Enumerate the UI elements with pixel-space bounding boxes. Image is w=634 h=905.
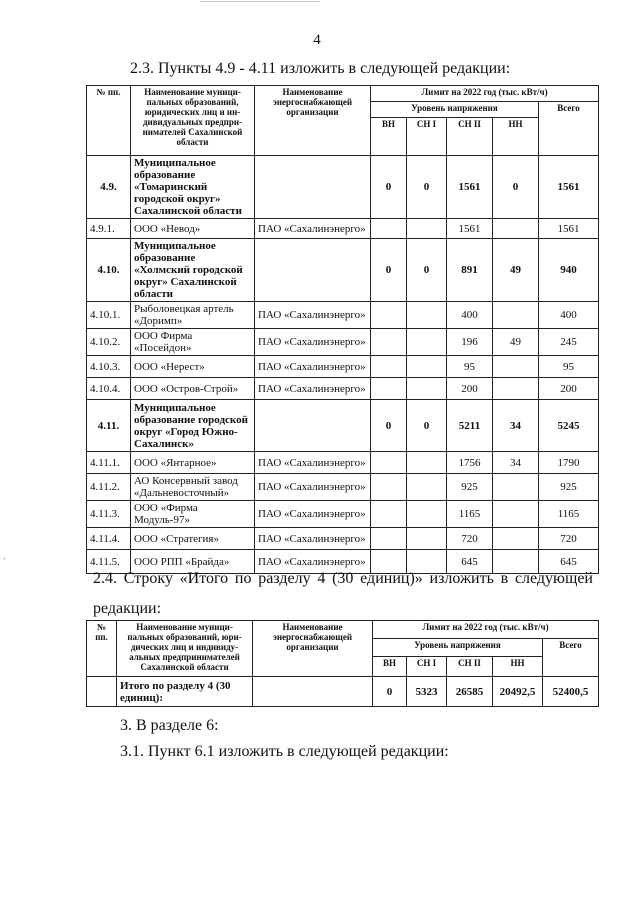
cell-num: 4.9.1. [87, 219, 131, 239]
header-vn: ВН [371, 118, 407, 156]
group-row [87, 400, 599, 452]
cell-sn2: 1756 [447, 452, 493, 474]
header-org: Наименование энергоснабжающей организации [253, 621, 373, 677]
cell-sn1 [407, 219, 447, 239]
header-sn2: СН II [447, 657, 493, 677]
cell-vn [371, 501, 407, 528]
cell-vn: 0 [371, 400, 407, 452]
cell-nn: 49 [493, 329, 539, 356]
header-sn2: СН II [447, 118, 493, 156]
cell-num: 4.11.3. [87, 501, 131, 528]
cell-name: ООО «Фирма Модуль-97» [131, 501, 255, 528]
header-vn: ВН [373, 657, 407, 677]
cell-nn [493, 378, 539, 400]
cell-sn2: 200 [447, 378, 493, 400]
group-row [87, 239, 599, 302]
cell-sn2: 400 [447, 302, 493, 329]
header-org: Наименование энергоснабжающей организации [255, 86, 371, 156]
cell-total: 245 [539, 329, 599, 356]
cell-total: 940 [539, 239, 599, 302]
cell-sn1 [407, 452, 447, 474]
cell-vn [371, 356, 407, 378]
cell-total: 52400,5 [543, 677, 599, 707]
cell-num: 4.11.1. [87, 452, 131, 474]
cell-name: ООО Фирма «Посейдон» [131, 329, 255, 356]
cell-num: 4.10.2. [87, 329, 131, 356]
cell-nn [493, 302, 539, 329]
cell-sn2: 1561 [447, 156, 493, 219]
cell-nn [493, 501, 539, 528]
cell-sn2: 891 [447, 239, 493, 302]
cell-org: ПАО «Сахалинэнерго» [255, 378, 371, 400]
cell-vn [371, 329, 407, 356]
cell-sn1: 0 [407, 156, 447, 219]
cell-sn2: 95 [447, 356, 493, 378]
cell-num: 4.10.4. [87, 378, 131, 400]
cell-org: ПАО «Сахалинэнерго» [255, 474, 371, 501]
total-table [86, 620, 599, 707]
cell-sn2: 645 [447, 550, 493, 574]
cell-name: ООО «Стратегия» [131, 528, 255, 550]
cell-vn [371, 452, 407, 474]
cell-name: АО Консервный завод «Дальневосточный» [131, 474, 255, 501]
cell-sn2: 5211 [447, 400, 493, 452]
cell-sn1 [407, 302, 447, 329]
header-sn1: СН I [407, 118, 447, 156]
cell-nn [493, 219, 539, 239]
cell-num: 4.11.2. [87, 474, 131, 501]
cell-org: ПАО «Сахалинэнерго» [255, 528, 371, 550]
cell-sn1: 5323 [407, 677, 447, 707]
cell-nn: 34 [493, 452, 539, 474]
cell-name: ООО «Янтарное» [131, 452, 255, 474]
table-row [87, 501, 599, 528]
cell-total: 1561 [539, 219, 599, 239]
table-row [87, 378, 599, 400]
cell-vn [371, 219, 407, 239]
cell-nn [493, 528, 539, 550]
cell-vn: 0 [371, 156, 407, 219]
cell-vn [371, 302, 407, 329]
header-sn1: СН I [407, 657, 447, 677]
header-nn: НН [493, 118, 539, 156]
header-name: Наименование муниципальных образований, юридических лиц и индивидуальных предпринимателей Сахалинской области [131, 86, 255, 156]
cell-nn: 49 [493, 239, 539, 302]
cell-num: 4.9. [87, 156, 131, 219]
header-num: № пп. [87, 621, 117, 677]
header-level: Уровень напряжения [373, 639, 543, 657]
cell-org: ПАО «Сахалинэнерго» [255, 302, 371, 329]
cell-total: 1561 [539, 156, 599, 219]
cell-total: 400 [539, 302, 599, 329]
cell-total: 1165 [539, 501, 599, 528]
cell-org: ПАО «Сахалинэнерго» [255, 452, 371, 474]
header-total: Всего [543, 639, 599, 677]
heading-3: 3. В разделе 6: [120, 717, 219, 734]
table-row [87, 528, 599, 550]
cell-vn: 0 [371, 239, 407, 302]
cell-org: ПАО «Сахалинэнерго» [255, 329, 371, 356]
cell-nn [493, 356, 539, 378]
cell-vn: 0 [373, 677, 407, 707]
cell-sn2: 925 [447, 474, 493, 501]
cell-name: Муниципальное образование городской округ «Город Южно-Сахалинск» [131, 400, 255, 452]
cell-sn2: 1165 [447, 501, 493, 528]
cell-name: Итого по разделу 4 (30 единиц): [117, 677, 253, 707]
cell-sn1 [407, 501, 447, 528]
cell-sn2: 26585 [447, 677, 493, 707]
cell-name: ООО «Остров-Строй» [131, 378, 255, 400]
cell-nn [493, 474, 539, 501]
cell-num: 4.10. [87, 239, 131, 302]
table-row [87, 452, 599, 474]
cell-vn [371, 528, 407, 550]
cell-num: 4.10.1. [87, 302, 131, 329]
cell-org [253, 677, 373, 707]
heading-2-3: 2.3. Пункты 4.9 - 4.11 изложить в следующей редакции: [130, 60, 511, 77]
cell-org: ПАО «Сахалинэнерго» [255, 501, 371, 528]
header-limit: Лимит на 2022 год (тыс. кВт/ч) [373, 621, 599, 639]
cell-nn: 34 [493, 400, 539, 452]
cell-num: 4.10.3. [87, 356, 131, 378]
table-row [87, 474, 599, 501]
header-num: № пп. [87, 86, 131, 156]
cell-num: 4.11.4. [87, 528, 131, 550]
cell-total: 925 [539, 474, 599, 501]
cell-sn1: 0 [407, 239, 447, 302]
cell-sn1: 0 [407, 400, 447, 452]
cell-org: ПАО «Сахалинэнерго» [255, 550, 371, 574]
cell-name: Рыболовецкая артель «Доримп» [131, 302, 255, 329]
cell-org [255, 156, 371, 219]
cell-sn1 [407, 356, 447, 378]
heading-3-1: 3.1. Пункт 6.1 изложить в следующей редакции: [120, 743, 449, 760]
cell-total: 720 [539, 528, 599, 550]
cell-num: 4.11. [87, 400, 131, 452]
header-total: Всего [539, 102, 599, 156]
scan-artifact-line [200, 1, 320, 2]
header-level: Уровень напряжения [371, 102, 539, 118]
paragraph-2-4: 2.4. Строку «Итого по разделу 4 (30 единиц)» изложить в следующей редакции: [93, 570, 593, 617]
cell-org: ПАО «Сахалинэнерго» [255, 356, 371, 378]
cell-sn2: 196 [447, 329, 493, 356]
header-limit: Лимит на 2022 год (тыс. кВт/ч) [371, 86, 599, 102]
cell-nn: 20492,5 [493, 677, 543, 707]
cell-total: 200 [539, 378, 599, 400]
cell-name: ООО РПП «Брайда» [131, 550, 255, 574]
cell-total: 5245 [539, 400, 599, 452]
cell-sn1 [407, 528, 447, 550]
cell-total: 645 [539, 550, 599, 574]
cell-org [255, 400, 371, 452]
scan-mark: ˋ [3, 557, 6, 566]
table-row [87, 356, 599, 378]
cell-org [255, 239, 371, 302]
header-name: Наименование муниципальных образований, юридических лиц и индивидуальных предпринимателей Сахалинской области [117, 621, 253, 677]
cell-sn2: 720 [447, 528, 493, 550]
cell-org: ПАО «Сахалинэнерго» [255, 219, 371, 239]
cell-name: Муниципальное образование «Томаринский городской округ» Сахалинской области [131, 156, 255, 219]
cell-name: ООО «Невод» [131, 219, 255, 239]
cell-vn [371, 474, 407, 501]
limits-table [86, 85, 599, 574]
header-nn: НН [493, 657, 543, 677]
group-row [87, 156, 599, 219]
cell-sn1 [407, 378, 447, 400]
cell-nn: 0 [493, 156, 539, 219]
table-row [87, 302, 599, 329]
cell-sn1 [407, 329, 447, 356]
page-number: 4 [313, 32, 321, 48]
cell-sn2: 1561 [447, 219, 493, 239]
cell-name: Муниципальное образование «Холмский городской округ» Сахалинской области [131, 239, 255, 302]
cell-sn1 [407, 474, 447, 501]
cell-vn [371, 378, 407, 400]
table-row [87, 329, 599, 356]
cell-name: ООО «Нерест» [131, 356, 255, 378]
cell-num: 4.11.5. [87, 550, 131, 574]
table-row [87, 219, 599, 239]
cell-num [87, 677, 117, 707]
cell-total: 95 [539, 356, 599, 378]
cell-total: 1790 [539, 452, 599, 474]
